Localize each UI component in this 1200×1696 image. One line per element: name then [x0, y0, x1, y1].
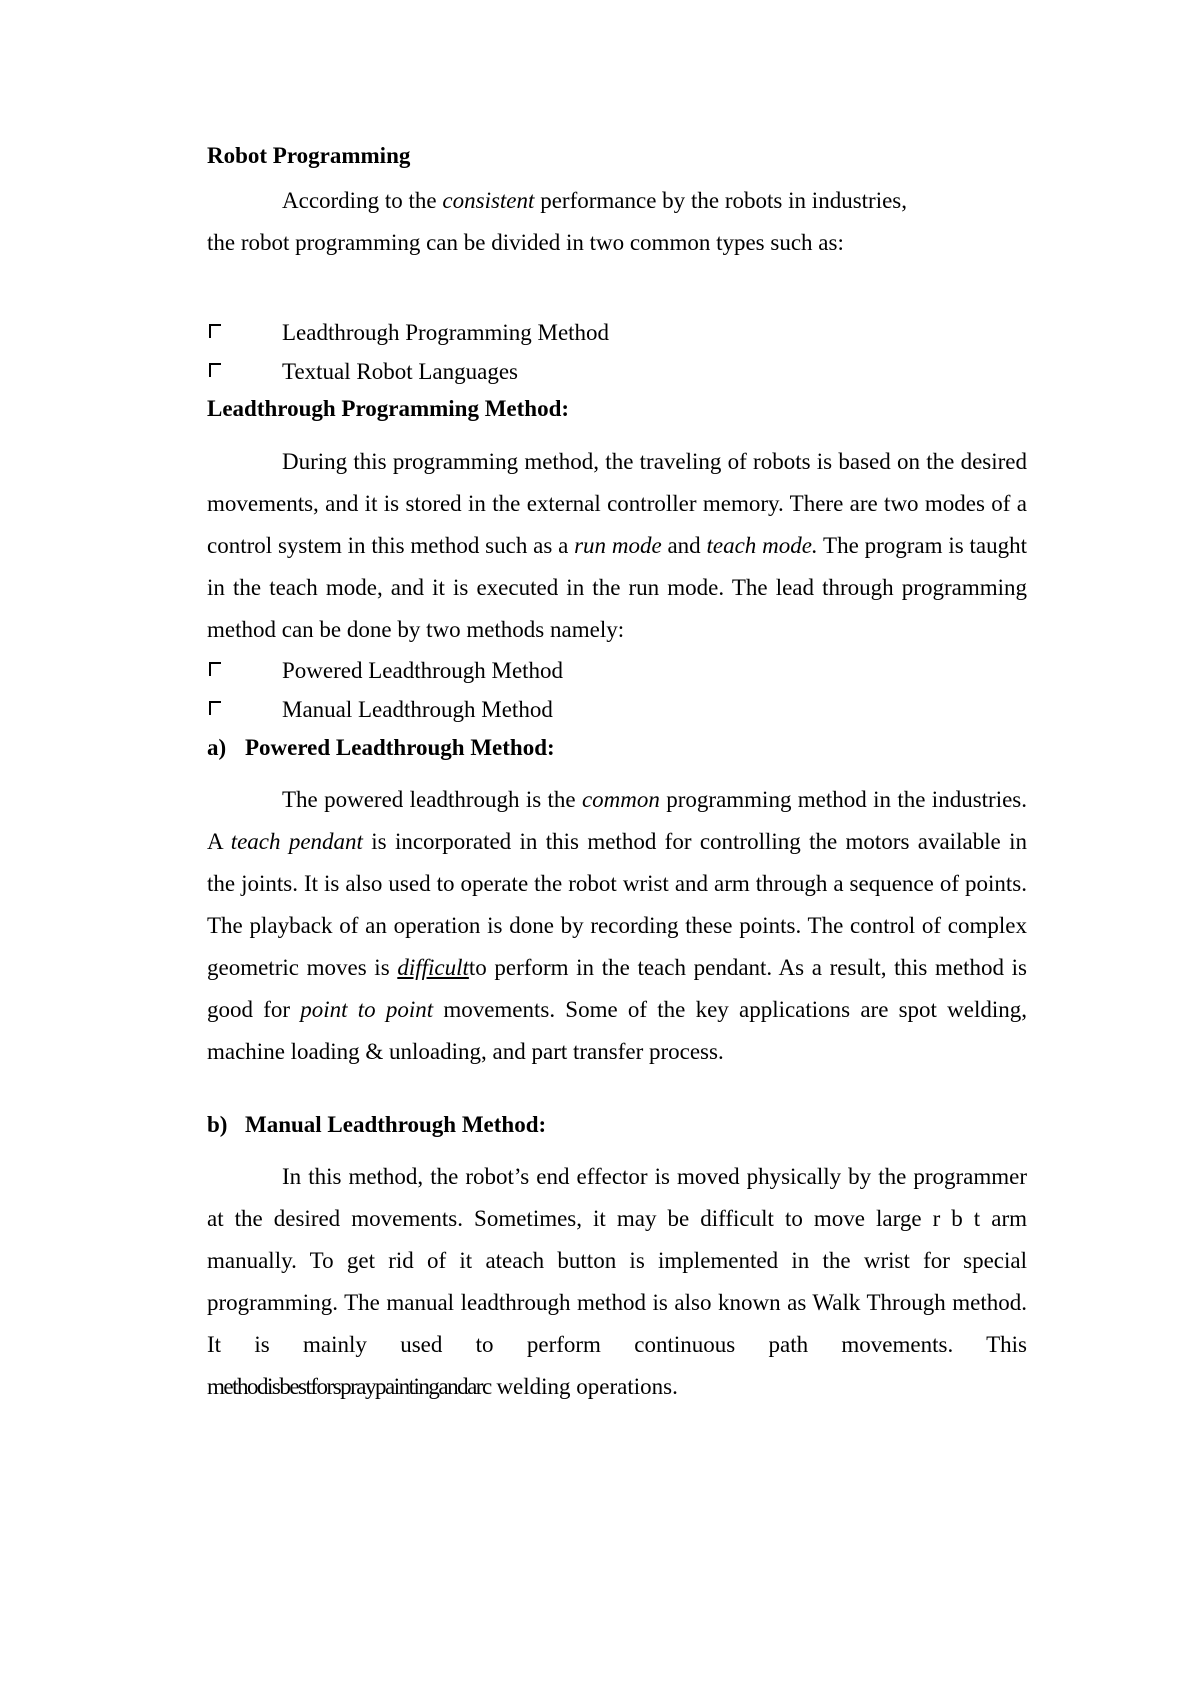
paragraph-text: to perform in the teach pendant. As a result, this method is good for	[207, 955, 1027, 1022]
emphasis-text: point to point	[300, 997, 434, 1022]
emphasis-text: common	[581, 787, 660, 812]
manual-paragraph	[207, 1156, 1027, 1408]
paragraph-text: According to the	[282, 188, 443, 213]
list-item-label: Powered Leadthrough Method	[282, 658, 564, 683]
paragraph-text: The powered leadthrough is the	[282, 787, 582, 812]
emphasis-text: difficult	[397, 955, 469, 980]
list-item-label: Manual Leadthrough Method	[282, 697, 553, 722]
emphasis-text: teach pendant	[230, 829, 363, 854]
section-marker: b)	[207, 1112, 228, 1137]
powered-paragraph	[207, 779, 1027, 1073]
list-item-label: Textual Robot Languages	[282, 359, 518, 384]
section-heading-powered	[207, 727, 555, 769]
emphasis-text: consistent	[442, 188, 535, 213]
paragraph-text: and	[661, 533, 707, 558]
emphasis-text: teach mode.	[706, 533, 818, 558]
leadthrough-paragraph	[207, 441, 1027, 651]
bullet-icon	[209, 701, 221, 715]
section-heading-manual	[207, 1104, 546, 1146]
paragraph-text: movements. Some of the key applications are spot welding, machine loading & unloading, and part transfer process.	[207, 997, 1028, 1064]
paragraph-text: welding operations.	[490, 1374, 678, 1399]
paragraph-text: performance by the robots in industries, the robot programming can be divided in two common types such as:	[207, 188, 907, 255]
section-heading-text: Manual Leadthrough Method:	[245, 1112, 547, 1137]
section-marker: a)	[207, 735, 227, 760]
bullet-icon	[209, 363, 221, 377]
paragraph-text: In this method, the robot’s end effector is moved physically by the programmer at the desired movements. Sometimes, it may be difficult to move large r b t arm manually. To get rid of it ateach button is implemented in the wrist for special programming. The manual leadthrough method is also known as Walk Through method. It is mainly used to perform continuous path movements. This	[207, 1164, 1027, 1357]
paragraph-text: programming method in the industries. A	[207, 787, 1027, 854]
page-title: Robot Programming	[207, 143, 411, 168]
intro-paragraph	[207, 180, 907, 264]
paragraph-text: The program is taught in the teach mode, and it is executed in the run mode. The lead through programming method can be done by two methods namely:	[207, 533, 1027, 642]
emphasis-text: run mode	[574, 533, 662, 558]
section-heading-text: Powered Leadthrough Method:	[245, 735, 555, 760]
paragraph-text: is incorporated in this method for controlling the motors available in the joints. It is also used to operate the robot wrist and arm through a sequence of points. The playback of an operation is done by recording these points. The control of complex geometric moves is	[207, 829, 1027, 980]
bullet-icon	[209, 324, 221, 338]
bullet-icon	[209, 662, 221, 676]
list-item-label: Leadthrough Programming Method	[282, 320, 610, 345]
paragraph-text: methodisbestforspraypaintingandarc	[207, 1374, 491, 1399]
section-heading-leadthrough: Leadthrough Programming Method:	[207, 396, 570, 421]
paragraph-text: During this programming method, the traveling of robots is based on the desired movements, and it is stored in the external controller memory. There are two modes of a control system in this method such as a	[207, 449, 1027, 558]
